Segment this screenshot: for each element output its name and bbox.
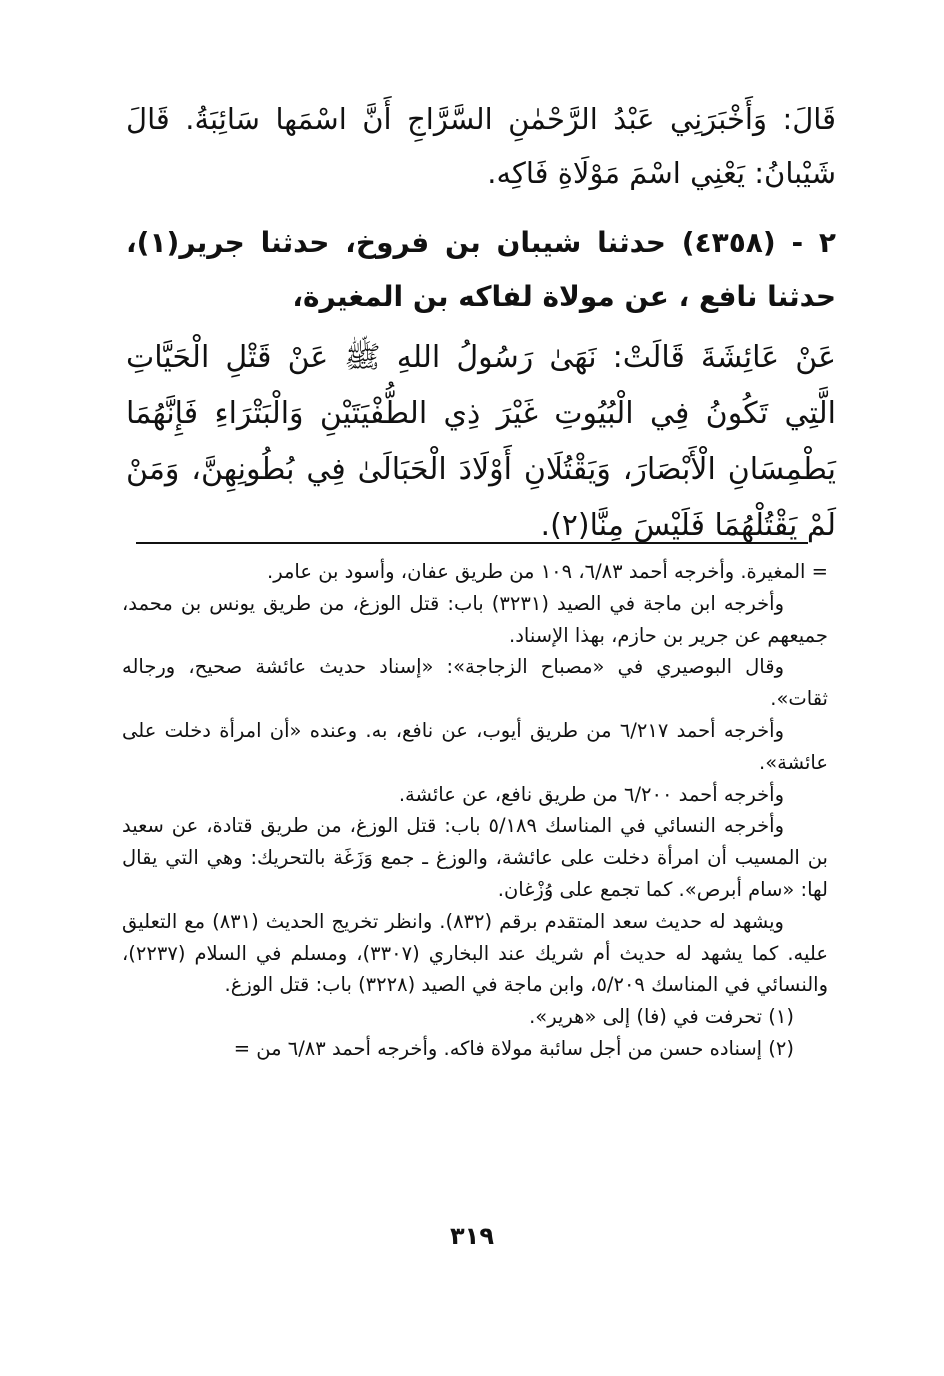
note-continuation: = المغيرة. وأخرجه أحمد ٦/٨٣، ١٠٩ من طريق عفان، وأسود بن عامر. xyxy=(267,560,828,583)
note-paragraph: وأخرجه ابن ماجة في الصيد (٣٢٣١) باب: قتل الوزغ، من طريق يونس بن محمد، جميعهم عن جرير بن حازم، بهذا الإسناد. xyxy=(122,591,828,647)
page-number: ٣١٩ xyxy=(450,1222,494,1250)
narration-paragraph: قَالَ: وَأَخْبَرَنِي عَبْدُ الرَّحْمٰنِ السَّرَّاجِ أَنَّ اسْمَها سَائِبَةُ. قَالَ شَيْبانُ: يَعْنِي اسْمَ مَوْلَاةِ فَاكِه. xyxy=(126,102,836,190)
note-paragraph: وأخرجه أحمد ٦/٢١٧ من طريق أيوب، عن نافع، به. وعنده «أن امرأة دخلت على عائشة». xyxy=(122,718,828,774)
footnote-1: (١) تحرفت في (فا) إلى «هرير». xyxy=(529,1005,794,1029)
footnote-2: (٢) إسناده حسن من أجل سائبة مولاة فاكه. وأخرجه أحمد ٦/٨٣ من = xyxy=(233,1036,794,1060)
footnote-divider xyxy=(136,542,808,544)
note-paragraph: وأخرجه أحمد ٦/٢٠٠ من طريق نافع، عن عائشة. xyxy=(398,782,784,806)
hadith-isnad-heading: ٢ - (٤٣٥٨) حدثنا شيبان بن فروخ، حدثنا جرير(١)، حدثنا نافع ، عن مولاة لفاكه بن المغيرة، xyxy=(126,226,836,313)
note-paragraph: وقال البوصيري في «مصباح الزجاجة»: «إسناد حديث عائشة صحيح، ورجاله ثقات». xyxy=(122,655,828,711)
note-paragraph: ويشهد له حديث سعد المتقدم برقم (٨٣٢). وانظر تخريج الحديث (٨٣١) مع التعليق عليه. كما يشهد له حديث أم شريك عند البخاري (٣٣٠٧)، ومسلم في السلام (٢٢٣٧)، والنسائي في المناسك ٥/٢٠٩، وابن ماجة في الصيد (٣٢٢٨) باب: قتل الوزغ. xyxy=(122,909,828,997)
note-paragraph: وأخرجه النسائي في المناسك ٥/١٨٩ باب: قتل الوزغ، من طريق قتادة، عن سعيد بن المسيب أن امرأة دخلت على عائشة، والوزغ ـ جمع وَزَغَة بالتحريك: وهي التي يقال لها: «سام أبرص». كما تجمع على وُزْغان. xyxy=(122,814,828,901)
hadith-matn: عَنْ عَائِشَةَ قَالَتْ: نَهَىٰ رَسُولُ اللهِ ﷺ عَنْ قَتْلِ الْحَيَّاتِ الَّتِي تَكُونُ فِي الْبُيُوتِ غَيْرَ ذِي الطُّفْيَتَيْنِ وَالْبَتْرَاءِ فَإِنَّهُمَا يَطْمِسَانِ الْأَبْصَارَ، وَيَقْتُلَانِ أَوْلَادَ الْحَبَالَىٰ فِي بُطُونِهِنَّ، وَمَنْ لَمْ يَقْتُلْهُمَا فَلَيْسَ مِنَّا(٢). xyxy=(126,340,836,543)
footnotes-section xyxy=(122,556,828,1065)
